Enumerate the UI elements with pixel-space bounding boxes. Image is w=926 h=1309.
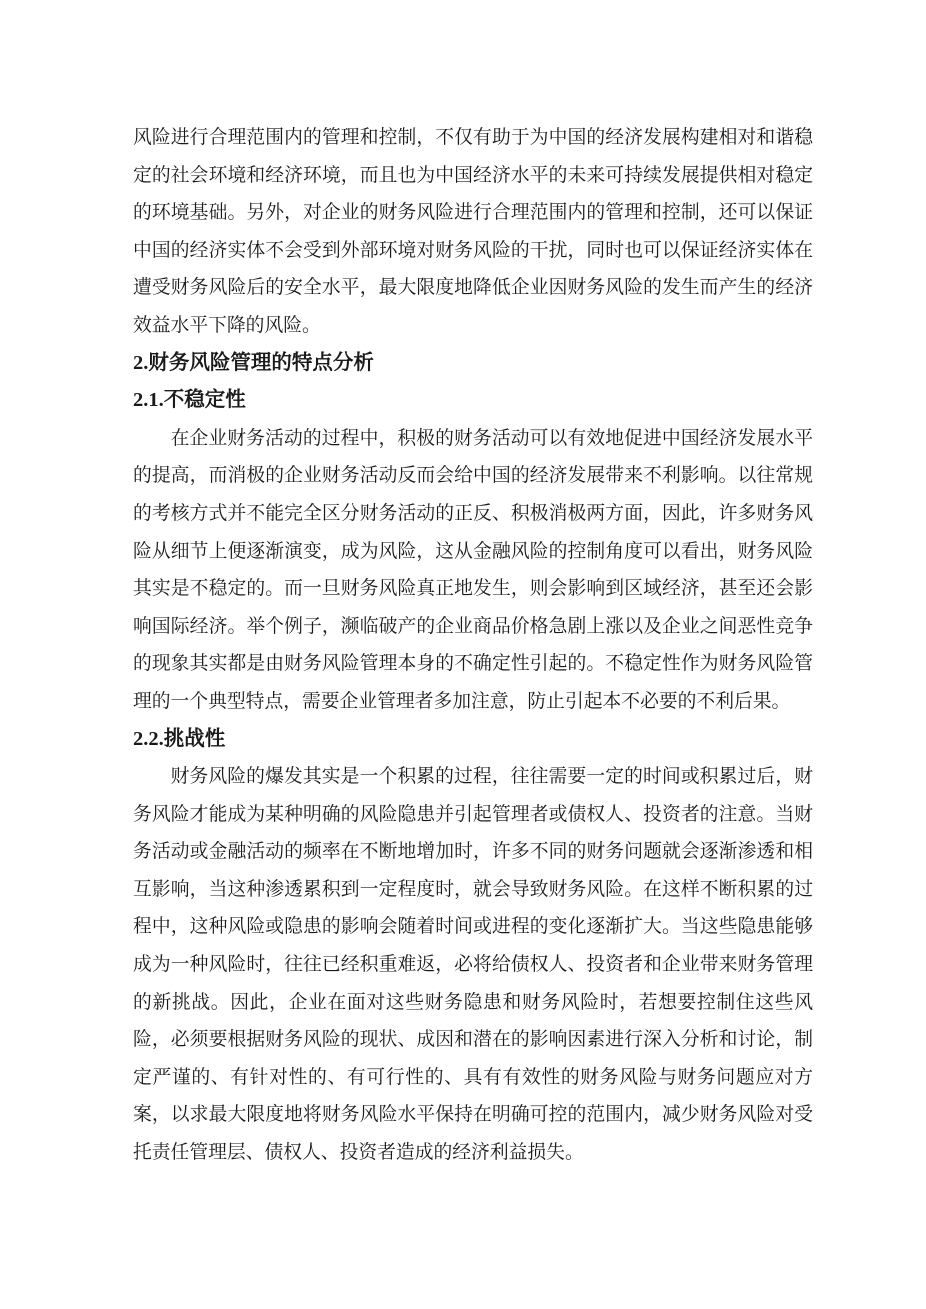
- document-page: [133, 119, 813, 1172]
- paragraph-challenge: 财务风险的爆发其实是一个积累的过程，往往需要一定的时间或积累过后，财务风险才能成为某种明确的风险隐患并引起管理者或债权人、投资者的注意。当财务活动或金融活动的频率在不断地增加时，许多不同的财务问题就会逐渐渗透和相互影响，当这种渗透累积到一定程度时，就会导致财务风险。在这样不断积累的过程中，这种风险或隐患的影响会随着时间或进程的变化逐渐扩大。当这些隐患能够成为一种风险时，往往已经积重难返，必将给债权人、投资者和企业带来财务管理的新挑战。因此，企业在面对这些财务隐患和财务风险时，若想要控制住这些风险，必须要根据财务风险的现状、成因和潜在的影响因素进行深入分析和讨论，制定严谨的、有针对性的、有可行性的、具有有效性的财务风险与财务问题应对方案，以求最大限度地将财务风险水平保持在明确可控的范围内，减少财务风险对受托责任管理层、债权人、投资者造成的经济利益损失。: [133, 766, 813, 1164]
- subsection-heading-2-1: 2.1.不稳定性: [133, 389, 246, 412]
- subsection-heading-2-2: 2.2.挑战性: [133, 727, 226, 750]
- paragraph-instability: 在企业财务活动的过程中，积极的财务活动可以有效地促进中国经济发展水平的提高，而消极的企业财务活动反而会给中国的经济发展带来不利影响。以往常规的考核方式并不能完全区分财务活动的正反、积极消极两方面，因此，许多财务风险从细节上便逐渐演变，成为风险，这从金融风险的控制角度可以看出，财务风险其实是不稳定的。而一旦财务风险真正地发生，则会影响到区域经济，甚至还会影响国际经济。举个例子，濒临破产的企业商品价格急剧上涨以及企业之间恶性竞争的现象其实都是由财务风险管理本身的不确定性引起的。不稳定性作为财务风险管理的一个典型特点，需要企业管理者多加注意，防止引起本不必要的不利后果。: [133, 427, 813, 712]
- section-heading-2: 2.财务风险管理的特点分析: [133, 351, 374, 374]
- paragraph-continuation: 风险进行合理范围内的管理和控制，不仅有助于为中国的经济发展构建相对和谐稳定的社会环境和经济环境，而且也为中国经济水平的未来可持续发展提供相对稳定的环境基础。另外，对企业的财务风险进行合理范围内的管理和控制，还可以保证中国的经济实体不会受到外部环境对财务风险的干扰，同时也可以保证经济实体在遭受财务风险后的安全水平，最大限度地降低企业因财务风险的发生而产生的经济效益水平下降的风险。: [133, 127, 813, 336]
